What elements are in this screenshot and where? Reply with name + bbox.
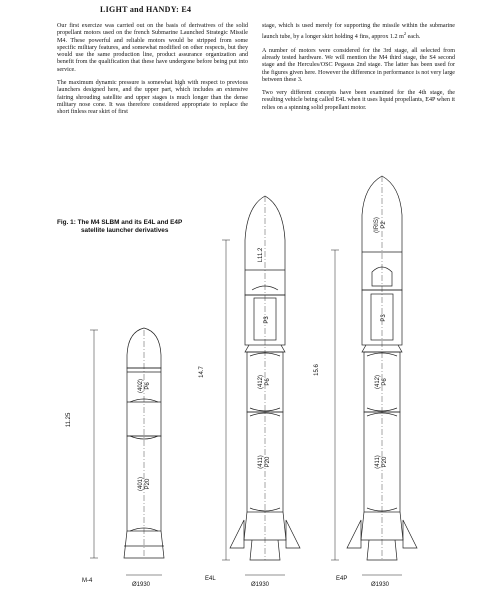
e4p-diameter-label: Ø1930 bbox=[371, 582, 390, 588]
m4-upper-motor-sub: P6 bbox=[145, 382, 151, 390]
e4l-upper-motor-label: (412) bbox=[258, 374, 264, 390]
right-paragraph-1-end: each. bbox=[406, 34, 421, 41]
e4l-height-label: 14.7 bbox=[199, 366, 205, 378]
e4p-name-label: E4P bbox=[336, 576, 348, 582]
e4l-upper-motor-sub: P6 bbox=[265, 378, 271, 386]
e4p-upper-motor-sub: P6 bbox=[382, 378, 388, 386]
m4-height-label: 11.25 bbox=[66, 412, 72, 428]
m4-diameter-label: Ø1930 bbox=[132, 582, 151, 588]
e4l-lower-motor-label: (411) bbox=[258, 455, 264, 469]
e4l-name-label: E4L bbox=[205, 576, 216, 582]
page-title: LIGHT and HANDY: E4 bbox=[100, 5, 192, 14]
right-paragraph-1-text: stage, which is used merely for supporting the missile within the submarine launch tube, by a longer skirt holding 4 fins, approx 1.2 m bbox=[262, 23, 455, 41]
left-paragraph-1: Our first exercize was carried out on the basis of derivatives of the solid propellant motors used on the french Submarine Launched Strategic Missile M4. These powerful and reliable motors would be stripped from some specific military features, and somewhat modified on other respects, but they would use the same production line, product assurance organization and benefit from the qualification that these have undergone before being put into service. bbox=[57, 23, 248, 73]
figure-caption-line2: satellite launcher derivatives bbox=[81, 227, 169, 234]
m4-name-label: M-4 bbox=[82, 578, 93, 584]
e4p-height-label: 15.6 bbox=[314, 364, 320, 376]
right-paragraph-3: Two very different concepts have been examined for the 4th stage, the resulting vehicle being called E4L when it uses liquid propellants, E4P when it relies on a spinning solid propellant motor. bbox=[262, 90, 455, 111]
figure-caption-line1: Fig. 1: The M4 SLBM and its E4L and E4P bbox=[57, 219, 183, 226]
e4l-rocket bbox=[230, 196, 300, 560]
m4-rocket bbox=[124, 328, 164, 558]
e4p-top-stage-label: (IRIS) bbox=[374, 217, 380, 233]
m4-upper-motor-label: (402) bbox=[138, 378, 144, 394]
m4-lower-motor-label: (401) bbox=[138, 476, 144, 492]
e4l-diameter-label: Ø1930 bbox=[251, 582, 270, 588]
e4p-upper-motor-label: (412) bbox=[375, 374, 381, 390]
area-unit-superscript: 2 bbox=[403, 31, 407, 37]
left-paragraph-2: The maximum dynamic pressure is somewhat high with respect to previous launchers designed here, and the upper part, which includes an extensive fairing shrouding satellite and upper stages is much longer than the dense military nose cone. It was therefore considered appropriate to replace the short finless rear skirt of first bbox=[57, 80, 248, 116]
e4p-top-stage-sub: P2 bbox=[381, 221, 387, 229]
e4p-lower-motor-sub: P20 bbox=[382, 456, 388, 468]
e4l-lower-motor-sub: P20 bbox=[265, 456, 271, 468]
e4p-stage3-label: P3 bbox=[381, 314, 387, 322]
e4l-stage3-label: P3 bbox=[264, 316, 270, 324]
e4p-rocket bbox=[347, 176, 417, 560]
right-paragraph-2: A number of motors were considered for the 3rd stage, all selected from already tested hardware. We will mention the M4 third stage, the S4 second stage and the Hercules/OSC Pegasus 2nd stage. The latter has been used for the figures given here. However the difference in performance is not very large between these 3. bbox=[262, 47, 455, 83]
e4l-top-stage-label: L11.2 bbox=[258, 247, 264, 263]
e4p-lower-motor-label: (411) bbox=[375, 455, 381, 469]
m4-lower-motor-sub: P20 bbox=[145, 478, 151, 490]
